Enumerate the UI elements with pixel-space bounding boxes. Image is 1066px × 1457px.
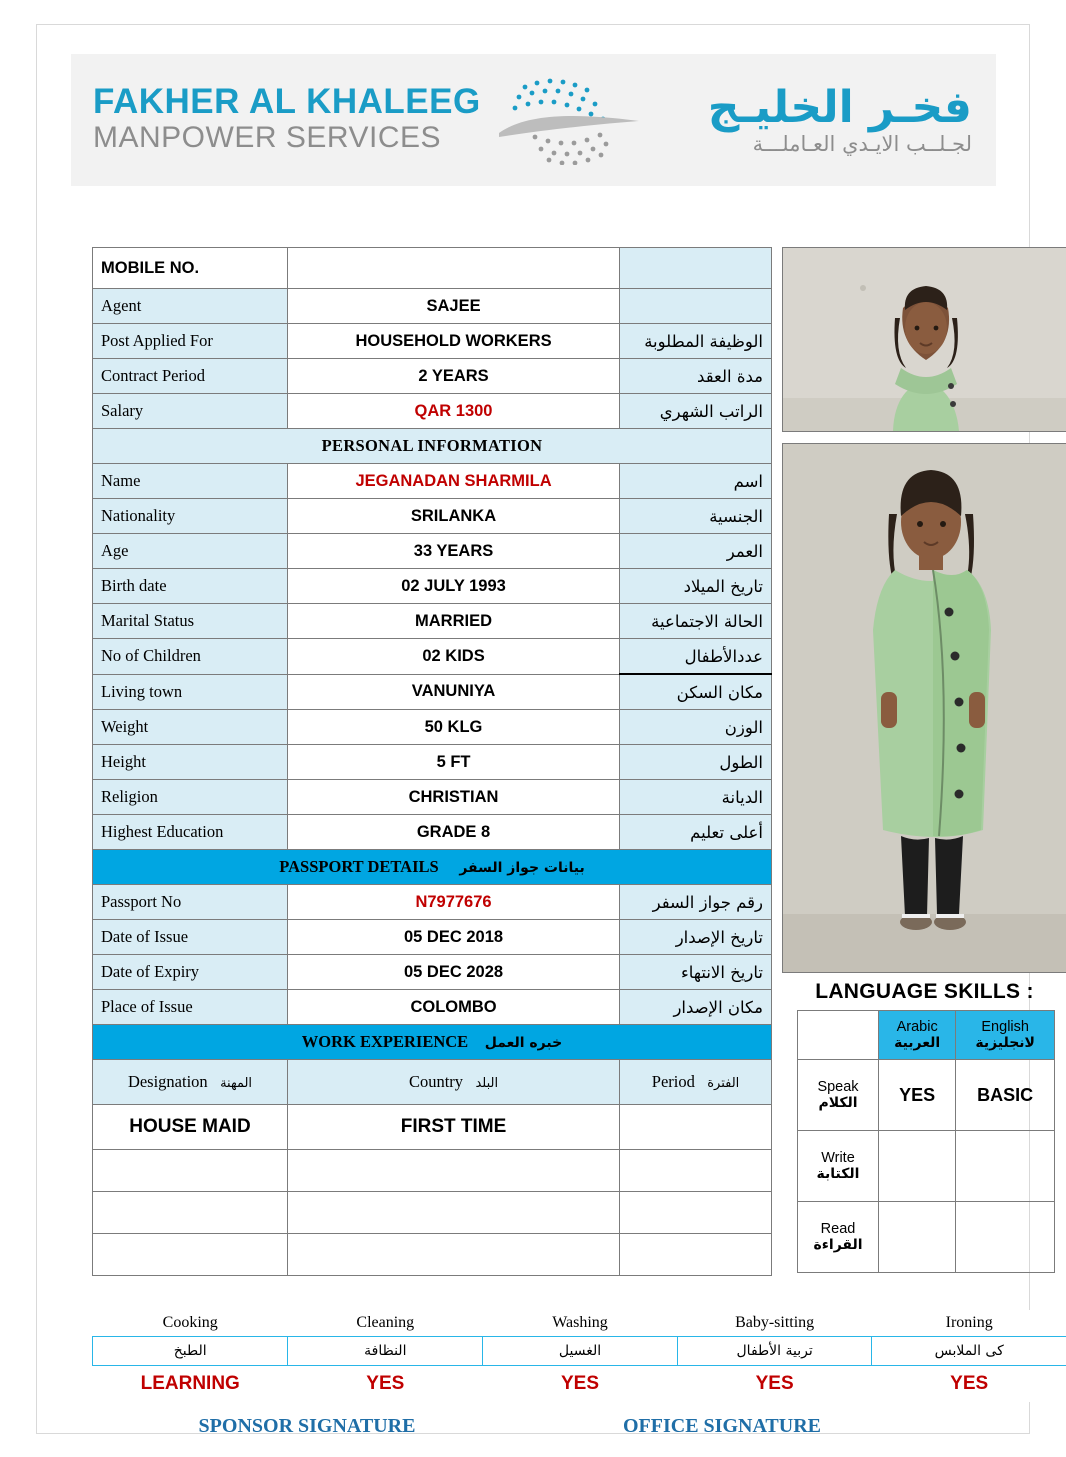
language-label-write xyxy=(798,1131,879,1202)
value-birth-date: 02 JULY 1993 xyxy=(287,569,619,604)
section-work-experience xyxy=(93,1025,772,1060)
work-period-1 xyxy=(620,1105,772,1150)
portrait-photo-image xyxy=(783,248,1066,431)
label-height: Height xyxy=(93,745,288,780)
section-title-passport-ar: بيانات جواز السفر xyxy=(459,860,585,876)
table-row-agent xyxy=(93,289,772,324)
company-name-ar xyxy=(651,81,996,157)
skill-value-ironing: YES xyxy=(872,1366,1066,1403)
value-age: 33 YEARS xyxy=(287,534,619,569)
language-col-arabic-en: Arabic xyxy=(896,1019,938,1035)
table-row-place-issue xyxy=(93,990,772,1025)
company-logo-icon xyxy=(491,65,651,175)
mobile-value[interactable] xyxy=(287,248,619,289)
signature-row xyxy=(92,1415,1066,1438)
header-country-ar: البلد xyxy=(475,1076,499,1091)
company-header xyxy=(71,54,996,186)
label-contract-period: Contract Period xyxy=(93,359,288,394)
fullbody-photo-image xyxy=(783,444,1066,972)
arabic-height: الطول xyxy=(620,745,772,780)
label-religion: Religion xyxy=(93,780,288,815)
table-row-height xyxy=(93,745,772,780)
mobile-arabic xyxy=(620,248,772,289)
language-write-arabic xyxy=(879,1131,956,1202)
section-title-work-ar: خبره العمل xyxy=(484,1035,563,1051)
table-row-date-issue xyxy=(93,920,772,955)
language-write-english xyxy=(956,1131,1055,1202)
label-date-of-issue: Date of Issue xyxy=(93,920,288,955)
language-read-english xyxy=(956,1202,1055,1273)
sponsor-signature-label: SPONSOR SIGNATURE xyxy=(198,1415,416,1437)
value-salary: QAR 1300 xyxy=(287,394,619,429)
value-education: GRADE 8 xyxy=(287,815,619,850)
language-label-read-ar: القراءة xyxy=(813,1237,863,1253)
table-row-birthdate xyxy=(93,569,772,604)
skills-arabic-row xyxy=(93,1337,1066,1366)
value-post-applied: HOUSEHOLD WORKERS xyxy=(287,324,619,359)
value-religion: CHRISTIAN xyxy=(287,780,619,815)
skill-value-babysitting: YES xyxy=(677,1366,872,1403)
arabic-agent xyxy=(620,289,772,324)
table-row-contract xyxy=(93,359,772,394)
language-label-write-ar: الكتابة xyxy=(816,1166,860,1182)
value-marital-status: MARRIED xyxy=(287,604,619,639)
skill-arabic-babysitting: تربية الأطفال xyxy=(677,1337,872,1366)
skill-value-cleaning: YES xyxy=(288,1366,483,1403)
language-header-row xyxy=(798,1011,1055,1060)
company-arabic: فخـر الخليـج xyxy=(707,81,972,133)
label-post-applied: Post Applied For xyxy=(93,324,288,359)
company-arabic-sub: لجـلــب الايـدي العـاملـــة xyxy=(752,132,972,157)
language-label-speak-ar: الكلام xyxy=(818,1095,858,1111)
skill-arabic-cooking: الطبخ xyxy=(93,1337,288,1366)
skills-value-row xyxy=(93,1366,1066,1403)
arabic-name: اسم xyxy=(620,464,772,499)
work-designation-3 xyxy=(93,1192,288,1234)
language-read-arabic xyxy=(879,1202,956,1273)
arabic-nationality: الجنسية xyxy=(620,499,772,534)
header-period-en: Period xyxy=(651,1072,695,1091)
skill-arabic-cleaning: النظافة xyxy=(288,1337,483,1366)
language-skills-table xyxy=(797,1010,1055,1273)
arabic-children: عددالأطفال xyxy=(620,639,772,675)
table-row-marital xyxy=(93,604,772,639)
work-row-4 xyxy=(93,1234,772,1276)
language-col-arabic xyxy=(879,1011,956,1060)
header-period-ar: الفترة xyxy=(707,1076,740,1091)
language-col-arabic-ar: العربية xyxy=(894,1035,941,1051)
section-passport-details xyxy=(93,850,772,885)
label-marital-status: Marital Status xyxy=(93,604,288,639)
value-height: 5 FT xyxy=(287,745,619,780)
section-personal-information xyxy=(93,429,772,464)
table-row-date-expiry xyxy=(93,955,772,990)
language-label-read-en: Read xyxy=(820,1221,856,1237)
section-title-passport: PASSPORT DETAILS xyxy=(279,857,439,876)
header-period xyxy=(620,1060,772,1105)
arabic-living-town: مكان السكن xyxy=(620,674,772,710)
value-date-of-issue: 05 DEC 2018 xyxy=(287,920,619,955)
language-col-english-ar: لانجليزية xyxy=(975,1035,1035,1051)
label-nationality: Nationality xyxy=(93,499,288,534)
label-salary: Salary xyxy=(93,394,288,429)
label-name: Name xyxy=(93,464,288,499)
work-period-3 xyxy=(620,1192,772,1234)
arabic-contract-period: مدة العقد xyxy=(620,359,772,394)
work-country-1: FIRST TIME xyxy=(287,1105,619,1150)
label-education: Highest Education xyxy=(93,815,288,850)
arabic-salary: الراتب الشهري xyxy=(620,394,772,429)
section-title-personal: PERSONAL INFORMATION xyxy=(93,429,772,464)
header-designation xyxy=(93,1060,288,1105)
value-living-town: VANUNIYA xyxy=(287,674,619,710)
table-row-nationality xyxy=(93,499,772,534)
value-weight: 50 KLG xyxy=(287,710,619,745)
label-agent: Agent xyxy=(93,289,288,324)
work-period-2 xyxy=(620,1150,772,1192)
arabic-weight: الوزن xyxy=(620,710,772,745)
table-row-age xyxy=(93,534,772,569)
arabic-place-of-issue: مكان الإصدار xyxy=(620,990,772,1025)
label-birth-date: Birth date xyxy=(93,569,288,604)
skill-label-cleaning: Cleaning xyxy=(288,1310,483,1337)
arabic-birth-date: تاريخ الميلاد xyxy=(620,569,772,604)
skill-label-washing: Washing xyxy=(483,1310,678,1337)
skill-value-washing: YES xyxy=(483,1366,678,1403)
table-row-children xyxy=(93,639,772,675)
work-designation-2 xyxy=(93,1150,288,1192)
cv-info-table xyxy=(92,247,772,1276)
arabic-age: العمر xyxy=(620,534,772,569)
company-name-en xyxy=(71,84,491,155)
skill-value-cooking: LEARNING xyxy=(93,1366,288,1403)
mobile-label: MOBILE NO. xyxy=(93,248,288,289)
label-passport-no: Passport No xyxy=(93,885,288,920)
office-signature-label: OFFICE SIGNATURE xyxy=(623,1415,821,1437)
value-nationality: SRILANKA xyxy=(287,499,619,534)
header-country xyxy=(287,1060,619,1105)
label-age: Age xyxy=(93,534,288,569)
label-children: No of Children xyxy=(93,639,288,675)
language-corner-cell xyxy=(798,1011,879,1060)
applicant-photo-portrait xyxy=(782,247,1066,432)
table-row-weight xyxy=(93,710,772,745)
header-designation-en: Designation xyxy=(127,1072,208,1091)
work-country-4 xyxy=(287,1234,619,1276)
work-designation-1: HOUSE MAID xyxy=(93,1105,288,1150)
company-line1: FAKHER AL KHALEEG xyxy=(93,82,481,122)
label-living-town: Living town xyxy=(93,674,288,710)
section-title-work: WORK EXPERIENCE xyxy=(301,1032,469,1051)
work-country-3 xyxy=(287,1192,619,1234)
mobile-row xyxy=(93,248,772,289)
work-period-4 xyxy=(620,1234,772,1276)
header-country-en: Country xyxy=(408,1072,464,1091)
skill-arabic-ironing: كى الملابس xyxy=(872,1337,1066,1366)
language-label-write-en: Write xyxy=(821,1150,855,1166)
work-table-header xyxy=(93,1060,772,1105)
cv-sheet xyxy=(36,24,1035,1437)
language-col-english xyxy=(956,1011,1055,1060)
value-date-of-expiry: 05 DEC 2028 xyxy=(287,955,619,990)
arabic-date-of-issue: تاريخ الإصدار xyxy=(620,920,772,955)
language-row-read xyxy=(798,1202,1055,1273)
label-place-of-issue: Place of Issue xyxy=(93,990,288,1025)
applicant-photo-fullbody xyxy=(782,443,1066,973)
skill-label-cooking: Cooking xyxy=(93,1310,288,1337)
work-row-2 xyxy=(93,1150,772,1192)
language-label-speak xyxy=(798,1060,879,1131)
table-row-education xyxy=(93,815,772,850)
language-label-read xyxy=(798,1202,879,1273)
table-row-passport-no xyxy=(93,885,772,920)
table-row-name xyxy=(93,464,772,499)
language-speak-arabic: YES xyxy=(879,1060,956,1131)
work-row-3 xyxy=(93,1192,772,1234)
table-row-post xyxy=(93,324,772,359)
arabic-passport-no: رقم جواز السفر xyxy=(620,885,772,920)
company-line2: MANPOWER SERVICES xyxy=(93,121,442,155)
language-skills-title: LANGUAGE SKILLS : xyxy=(815,980,1034,1003)
language-label-speak-en: Speak xyxy=(817,1079,859,1095)
table-row-salary xyxy=(93,394,772,429)
label-date-of-expiry: Date of Expiry xyxy=(93,955,288,990)
language-speak-english: BASIC xyxy=(956,1060,1055,1131)
logo-swoosh-icon xyxy=(497,111,641,141)
value-place-of-issue: COLOMBO xyxy=(287,990,619,1025)
header-designation-ar: المهنة xyxy=(220,1076,253,1091)
label-weight: Weight xyxy=(93,710,288,745)
arabic-marital-status: الحالة الاجتماعية xyxy=(620,604,772,639)
value-children: 02 KIDS xyxy=(287,639,619,675)
table-row-religion xyxy=(93,780,772,815)
table-row-living-town xyxy=(93,674,772,710)
skill-arabic-washing: الغسيل xyxy=(483,1337,678,1366)
value-passport-no: N7977676 xyxy=(287,885,619,920)
arabic-education: أعلى تعليم xyxy=(620,815,772,850)
work-row-1 xyxy=(93,1105,772,1150)
language-row-speak xyxy=(798,1060,1055,1131)
skill-label-ironing: Ironing xyxy=(872,1310,1066,1337)
value-name: JEGANADAN SHARMILA xyxy=(287,464,619,499)
skills-header-row xyxy=(93,1310,1066,1337)
work-country-2 xyxy=(287,1150,619,1192)
value-agent: SAJEE xyxy=(287,289,619,324)
skill-label-babysitting: Baby-sitting xyxy=(677,1310,872,1337)
arabic-post-applied: الوظيفة المطلوبة xyxy=(620,324,772,359)
language-row-write xyxy=(798,1131,1055,1202)
arabic-religion: الديانة xyxy=(620,780,772,815)
value-contract-period: 2 YEARS xyxy=(287,359,619,394)
arabic-date-of-expiry: تاريخ الانتهاء xyxy=(620,955,772,990)
language-col-english-en: English xyxy=(981,1019,1029,1035)
work-designation-4 xyxy=(93,1234,288,1276)
skills-table xyxy=(92,1310,1066,1402)
